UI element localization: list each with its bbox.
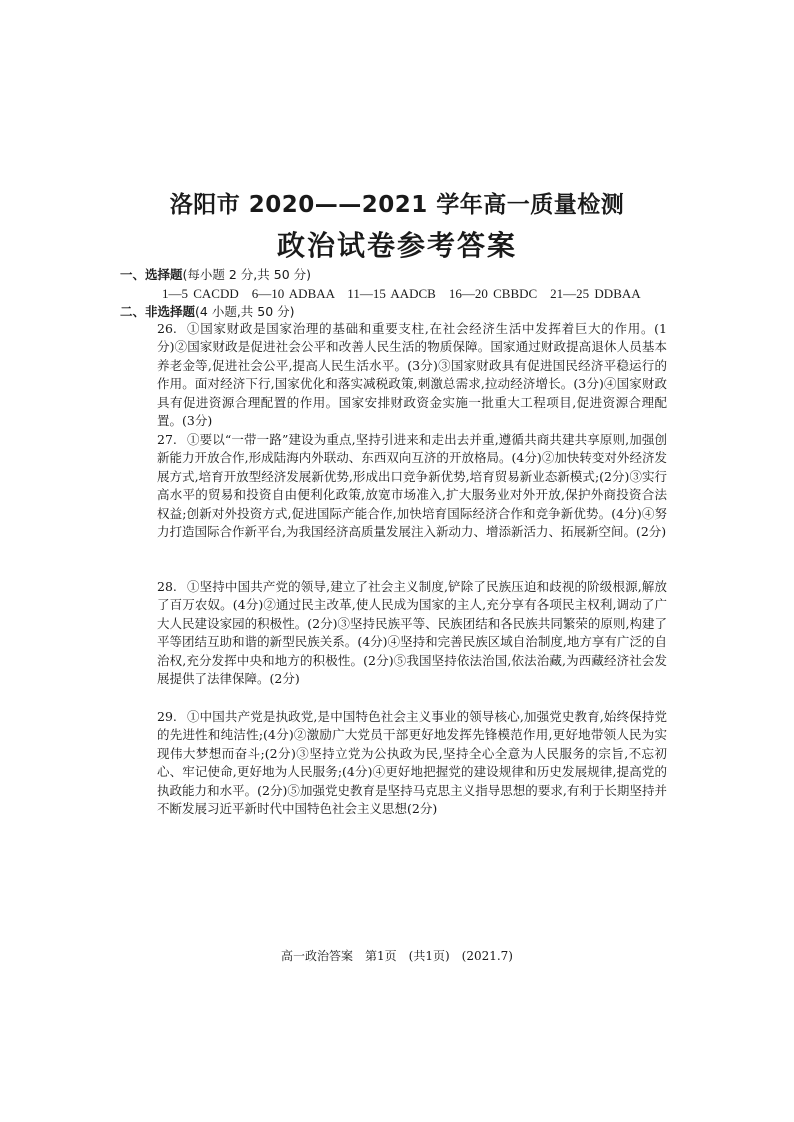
question-26 (157, 320, 667, 430)
question-29 (157, 708, 667, 818)
section1-heading-label: 一、选择题 (120, 267, 183, 282)
question-number: 26. (157, 321, 177, 336)
section1-heading-note: (每小题 2 分,共 50 分) (182, 267, 311, 282)
section2-heading-note: (4 小题,共 50 分) (195, 304, 295, 319)
question-number: 29. (157, 709, 177, 724)
question-28 (157, 578, 667, 688)
question-answer-text: ①中国共产党是执政党,是中国特色社会主义事业的领导核心,加强党史教育,始终保持党的先进性和纯洁性;(4分)②激励广大党员干部更好地发挥先锋模范作用,更好地带领人民为实现伟大梦想而奋斗;(2分)③坚持立党为公执政为民,坚持全心全意为人民服务的宗旨,不忘初心、牢记使命,更好地为人民服务;(4分)④更好地把握党的建设规律和历史发展规律,提高党的执政能力和水平。(2分)⑤加强党史教育是坚持马克思主义指导思想的要求,有利于长期坚持并不断发展习近平新时代中国特色社会主义思想(2分) (157, 709, 667, 817)
question-number: 27. (157, 432, 177, 447)
section2-heading-label: 二、非选择题 (120, 304, 196, 319)
section2-heading (120, 302, 295, 320)
title-line2: 政治试卷参考答案 (276, 229, 517, 262)
section1-heading (120, 265, 311, 283)
page-footer: 高一政治答案 第1页 (共1页) (2021.7) (281, 949, 513, 963)
multiple-choice-answers: 1—5 CACDD 6—10 ADBAA 11—15 AADCB 16—20 CBBDC 21—25 DDBAA (162, 286, 641, 301)
question-answer-text: ①坚持中国共产党的领导,建立了社会主义制度,铲除了民族压迫和歧视的阶级根源,解放了百万农奴。(4分)②通过民主改革,使人民成为国家的主人,充分享有各项民主权利,调动了广大人民建设家园的积极性。(2分)③坚持民族平等、民族团结和各民族共同繁荣的原则,构建了平等团结互助和谐的新型民族关系。(4分)④坚持和完善民族区域自治制度,地方享有广泛的自治权,充分发挥中央和地方的积极性。(2分)⑤我国坚持依法治国,依法治藏,为西藏经济社会发展提供了法律保障。(2分) (157, 579, 667, 687)
question-answer-text: ①要以“一带一路”建设为重点,坚持引进来和走出去并重,遵循共商共建共享原则,加强创新能力开放合作,形成陆海内外联动、东西双向互济的开放格局。(4分)②加快转变对外经济发展方式,培育开放型经济发展新优势,形成出口竞争新优势,培育贸易新业态新模式;(2分)③实行高水平的贸易和投资自由便利化政策,放宽市场准入,扩大服务业对外开放,保护外商投资合法权益;创新对外投资方式,促进国际产能合作,加快培育国际经济合作和竞争新优势。(4分)④努力打造国际合作新平台,为我国经济高质量发展注入新动力、增添新活力、拓展新空间。(2分) (157, 432, 667, 540)
question-number: 28. (157, 579, 177, 594)
question-27 (157, 431, 667, 541)
question-answer-text: ①国家财政是国家治理的基础和重要支柱,在社会经济生活中发挥着巨大的作用。(1分)②国家财政是促进社会公平和改善人民生活的物质保障。国家通过财政提高退休人员基本养老金等,促进社会公平,提高人民生活水平。(3分)③国家财政具有促进国民经济平稳运行的作用。面对经济下行,国家优化和落实减税政策,刺激总需求,拉动经济增长。(3分)④国家财政具有促进资源合理配置的作用。国家安排财政资金实施一批重大工程项目,促进资源合理配置。(3分) (157, 321, 667, 429)
title-line1: 洛阳市 2020——2021 学年高一质量检测 (169, 192, 625, 218)
